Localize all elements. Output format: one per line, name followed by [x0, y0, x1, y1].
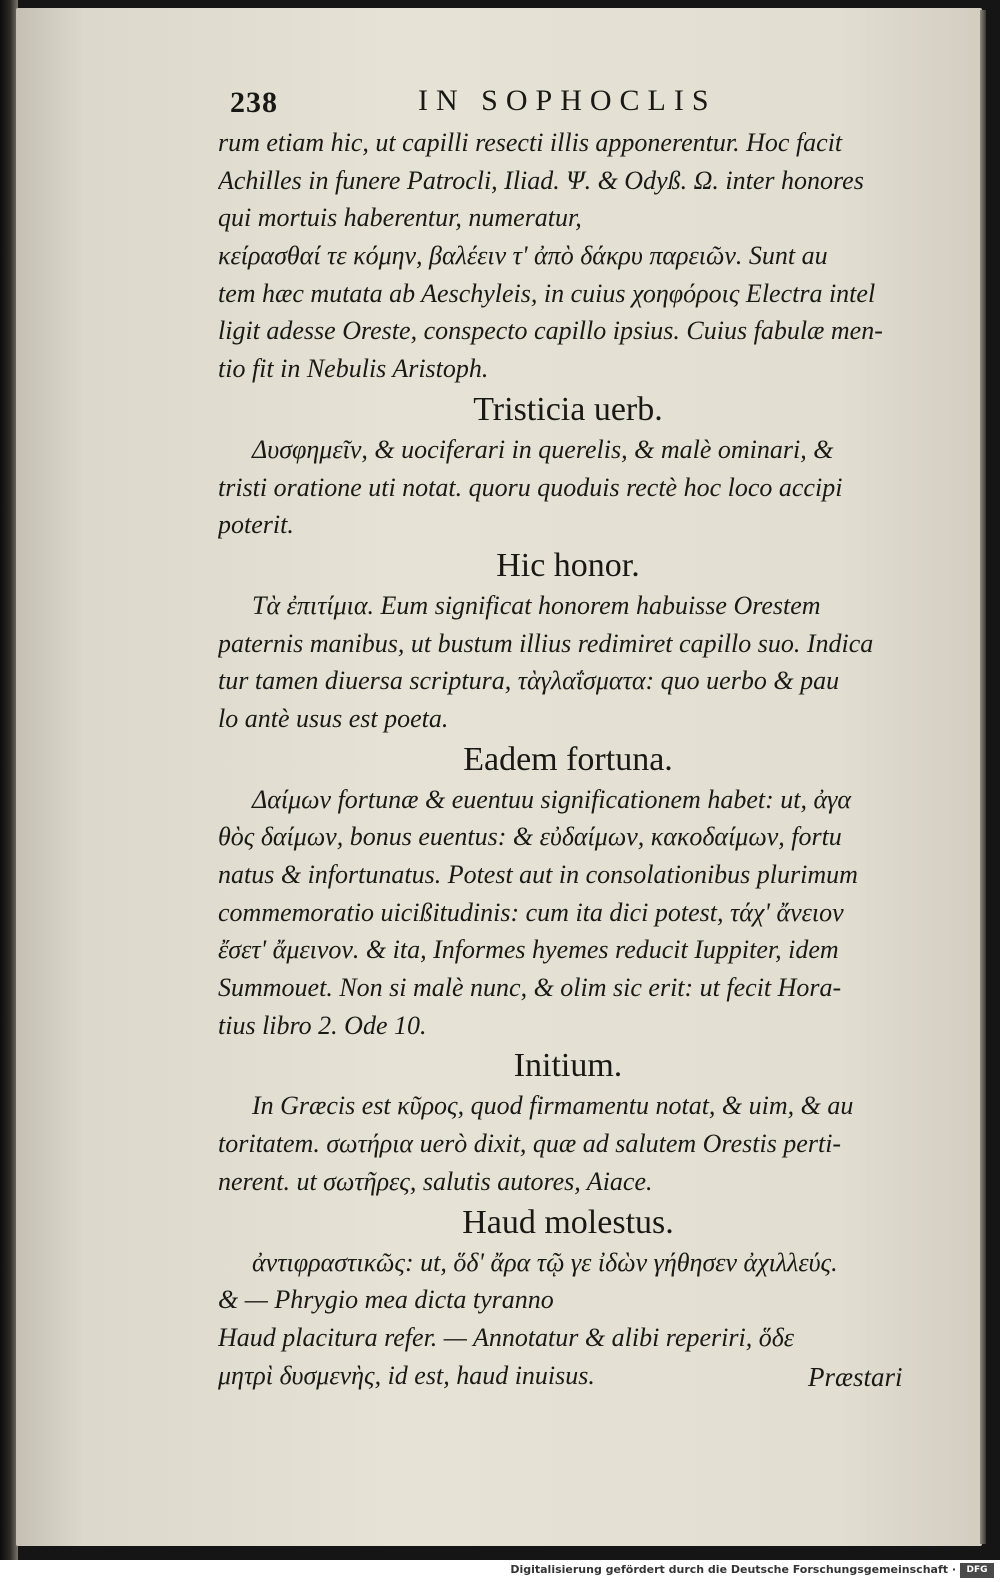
text-line: κείρασθαί τε κόμην, βαλέειν τ' ἀπὸ δάκρυ παρειῶν. Sunt au — [218, 241, 828, 271]
text-line: Haud placitura refer. — Annotatur & alibi reperiri, ὅδε — [218, 1322, 795, 1352]
section-heading: Initium. — [513, 1047, 623, 1085]
section-heading: Hic honor. — [496, 546, 640, 584]
dfg-logo: DFG — [960, 1563, 994, 1578]
funding-credit: Digitalisierung gefördert durch die Deutsche Forschungsgemeinschaft · — [510, 1563, 956, 1576]
catchword: Præstari — [808, 1362, 903, 1392]
text-line: tius libro 2. Ode 10. — [218, 1010, 427, 1040]
text-line: tristi oratione uti notat. quoru quoduis rectè hoc loco accipi — [218, 472, 843, 502]
text-line: Δυσφημεῖν, & uociferari in querelis, & malè ominari, & — [252, 434, 834, 464]
running-title: IN SOPHOCLIS — [418, 84, 717, 117]
text-line: tio fit in Nebulis Aristoph. — [218, 354, 489, 384]
page-body — [218, 124, 918, 1394]
text-line: ἀντιφραστικῶς: ut, ὅδ' ἄρα τῷ γε ἰδὼν γήθησεν ἀχιλλεύς. — [252, 1247, 838, 1277]
page-edge-shadow — [980, 10, 986, 1544]
page-number: 238 — [230, 86, 278, 119]
text-line: μητρὶ δυσμενὴς, id est, haud inuisus. — [218, 1360, 595, 1390]
text-line: toritatem. σωτήρια uerò dixit, quæ ad salutem Orestis perti- — [218, 1129, 842, 1159]
text-line: Achilles in funere Patrocli, Iliad. Ψ. & Odyß. Ω. inter honores — [218, 165, 864, 195]
text-line: nerent. ut σωτῆρες, salutis autores, Aiace. — [218, 1166, 653, 1196]
text-line: tur tamen diuersa scriptura, τὰγλαΐσματα: quo uerbo & pau — [218, 666, 840, 696]
text-line: Τὰ ἐπιτίμια. Eum significat honorem habuisse Orestem — [252, 590, 821, 620]
text-line: poterit. — [218, 510, 294, 540]
text-line: Δαίμων fortunæ & euentuu significationem habet: ut, ἀγα — [252, 784, 852, 814]
text-line: paternis manibus, ut bustum illius redimiret capillo suo. Indica — [218, 628, 874, 658]
text-line: θὸς δαίμων, bonus euentus: & εὐδαίμων, κακοδαίμων, fortu — [218, 822, 842, 852]
text-line: ἔσετ' ἄμεινον. & ita, Informes hyemes reducit Iuppiter, idem — [218, 935, 839, 965]
section-heading: Tristicia uerb. — [473, 390, 663, 428]
section-heading: Eadem fortuna. — [463, 740, 673, 778]
text-line: & — Phrygio mea dicta tyranno — [218, 1285, 554, 1315]
text-line: Summouet. Non si malè nunc, & olim sic erit: ut fecit Hora- — [218, 973, 842, 1003]
text-line: lo antè usus est poeta. — [218, 703, 449, 733]
section-heading: Haud molestus. — [462, 1203, 674, 1241]
digitization-footer — [0, 1560, 1000, 1582]
text-line: rum etiam hic, ut capilli resecti illis apponerentur. Hoc facit — [218, 128, 843, 157]
text-line: ligit adesse Oreste, conspecto capillo ipsius. Cuius fabulæ men- — [218, 316, 883, 346]
text-line: tem hæc mutata ab Aeschyleis, in cuius χοηφόροις Electra intel — [218, 278, 876, 308]
text-line: qui mortuis haberentur, numeratur, — [218, 203, 582, 233]
text-line: In Græcis est κῦρος, quod firmamentu notat, & uim, & au — [252, 1091, 854, 1121]
page-header — [222, 84, 762, 124]
text-line: commemoratio uicißitudinis: cum ita dici potest, τάχ' ἄνειον — [218, 897, 844, 927]
text-line: natus & infortunatus. Potest aut in consolationibus plurimum — [218, 860, 858, 889]
